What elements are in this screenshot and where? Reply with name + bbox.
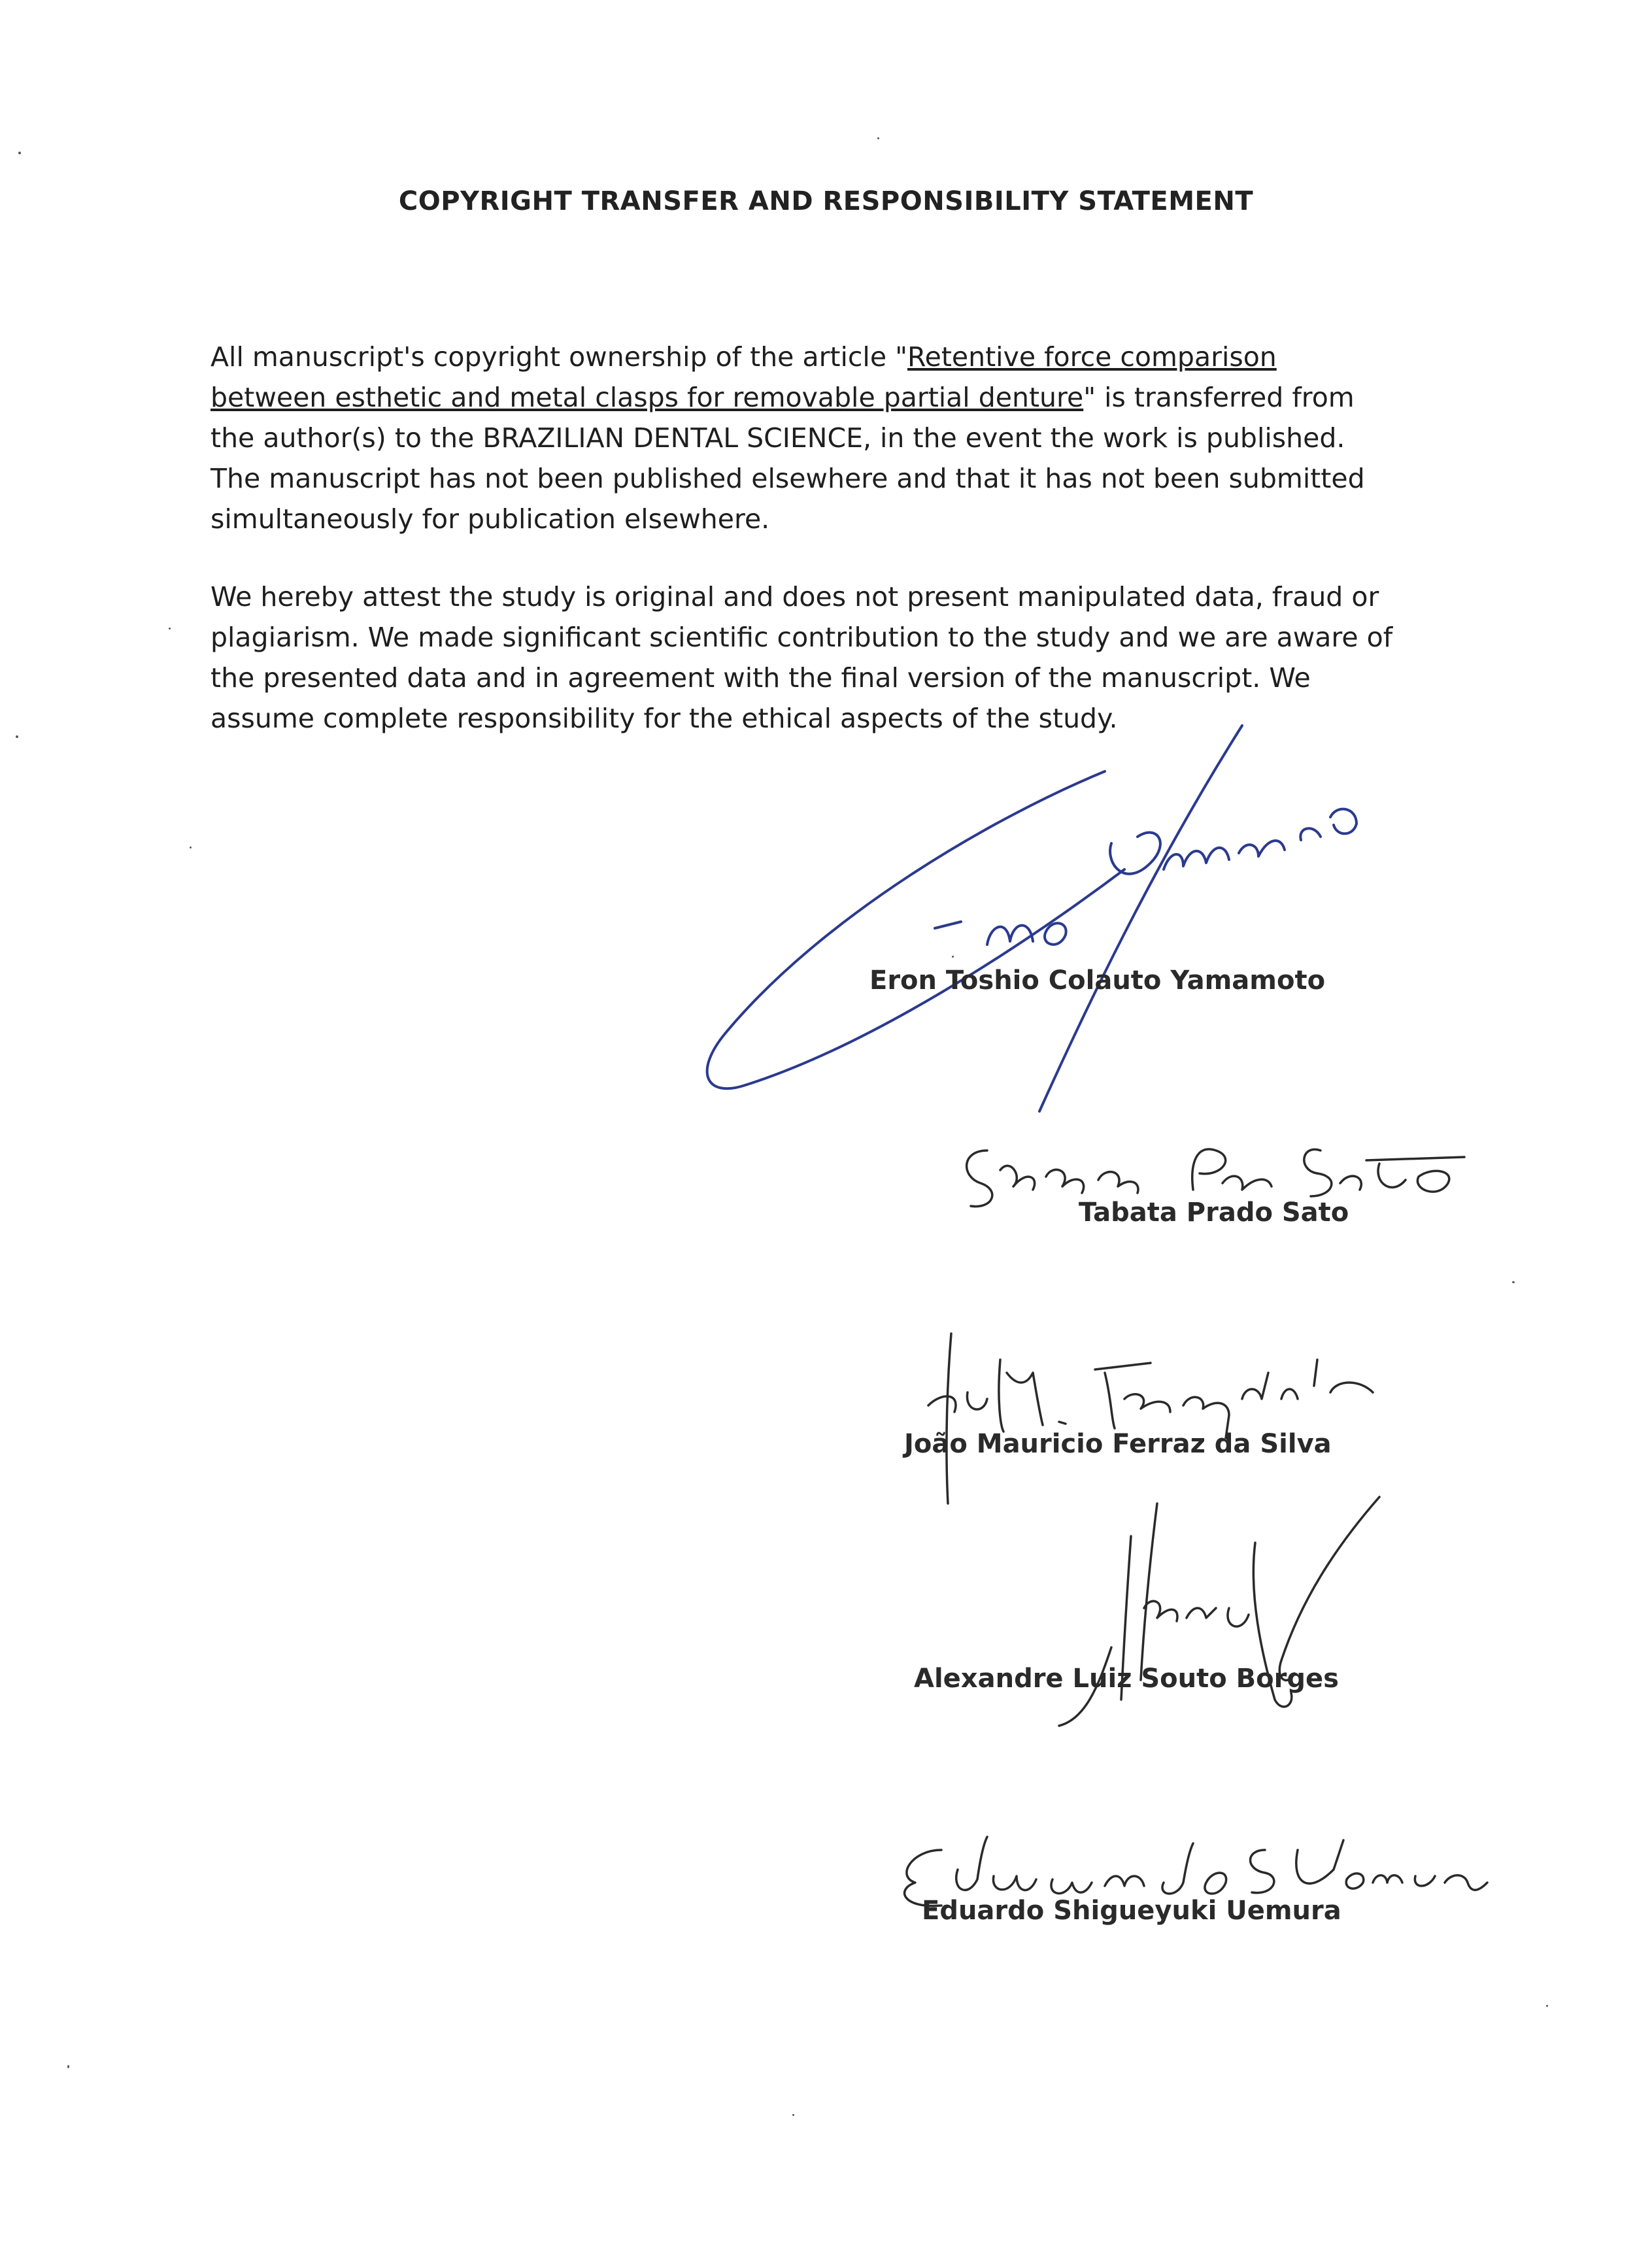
signatory-name-5: Eduardo Shigueyuki Uemura <box>922 1896 1341 1926</box>
scan-speck <box>1512 1281 1515 1283</box>
signatory-name-1: Eron Toshio Colauto Yamamoto <box>869 966 1326 996</box>
signature-3 <box>928 1334 1373 1503</box>
scan-speck <box>16 735 18 738</box>
signatory-name-4: Alexandre Luiz Souto Borges <box>914 1664 1339 1694</box>
scan-speck <box>67 2065 69 2068</box>
signatory-name-3: João Mauricio Ferraz da Silva <box>904 1429 1332 1459</box>
signatory-name-2: Tabata Prado Sato <box>1079 1198 1349 1228</box>
paragraph-text-before: All manuscript's copyright ownership of the article " <box>211 341 907 373</box>
scan-speck <box>18 152 21 154</box>
scan-speck <box>169 628 171 630</box>
scan-speck <box>952 956 954 958</box>
signature-1 <box>707 726 1357 1111</box>
scan-speck <box>877 137 879 139</box>
scan-speck <box>190 847 192 848</box>
page-title: COPYRIGHT TRANSFER AND RESPONSIBILITY STATEMENT <box>398 186 1254 216</box>
scan-speck <box>1546 2005 1548 2007</box>
article-title: Retentive force comparison between esthetic and metal clasps for removable partial denture <box>211 341 1277 413</box>
scan-speck <box>792 2114 794 2116</box>
paragraph-responsibility-text: We hereby attest the study is original and does not present manipulated data, fraud or plagiarism. We made significant scientific contribution to the study and we are aware of the presented data and in agreement with the final version of the manuscript. We assume complete responsibility for the ethical aspects of the study. <box>211 581 1393 734</box>
paragraph-text-after: " is transferred from the author(s) to the BRAZILIAN DENTAL SCIENCE, in the event the work is published. The manuscript has not been published elsewhere and that it has not been submitted simultaneously for publication elsewhere. <box>211 382 1365 535</box>
